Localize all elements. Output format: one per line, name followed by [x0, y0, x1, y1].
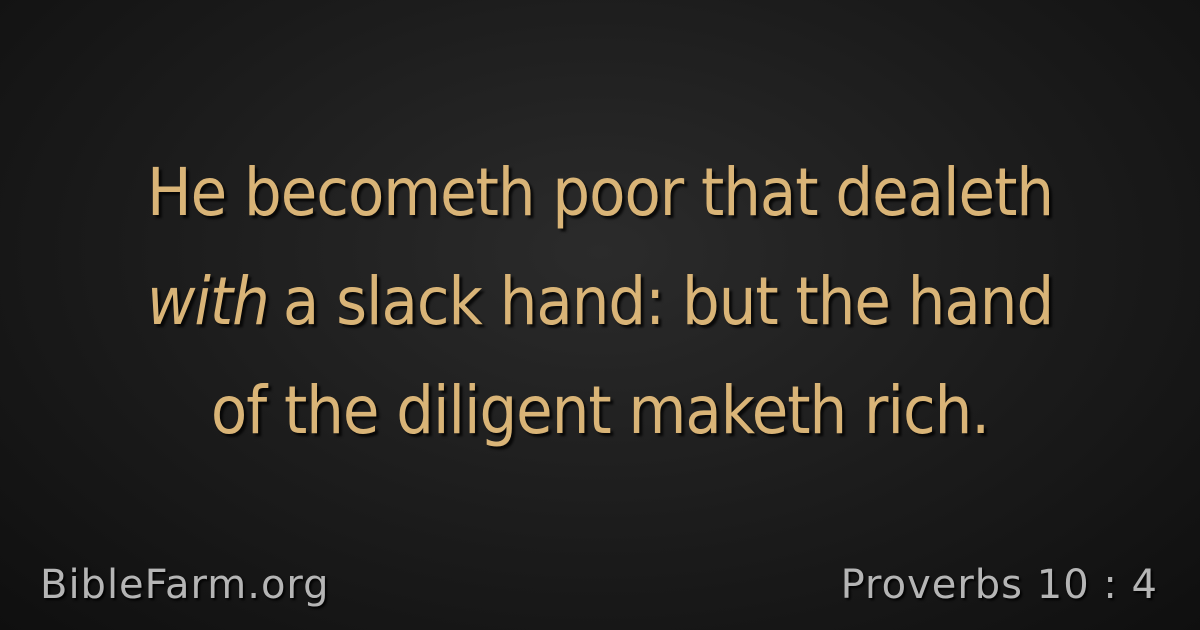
site-name: BibleFarm.org — [40, 562, 330, 608]
verse-text — [40, 138, 1160, 465]
verse-line-1: He becometh poor that dealeth — [146, 154, 1054, 231]
verse-line-3: of the diligent maketh rich. — [210, 372, 990, 449]
verse-line-2-rest: a slack hand: but the hand — [282, 263, 1054, 340]
verse-italic-word: with — [146, 263, 269, 340]
verse-reference: Proverbs 10 : 4 — [840, 562, 1158, 608]
verse-line-2 — [40, 247, 1160, 356]
